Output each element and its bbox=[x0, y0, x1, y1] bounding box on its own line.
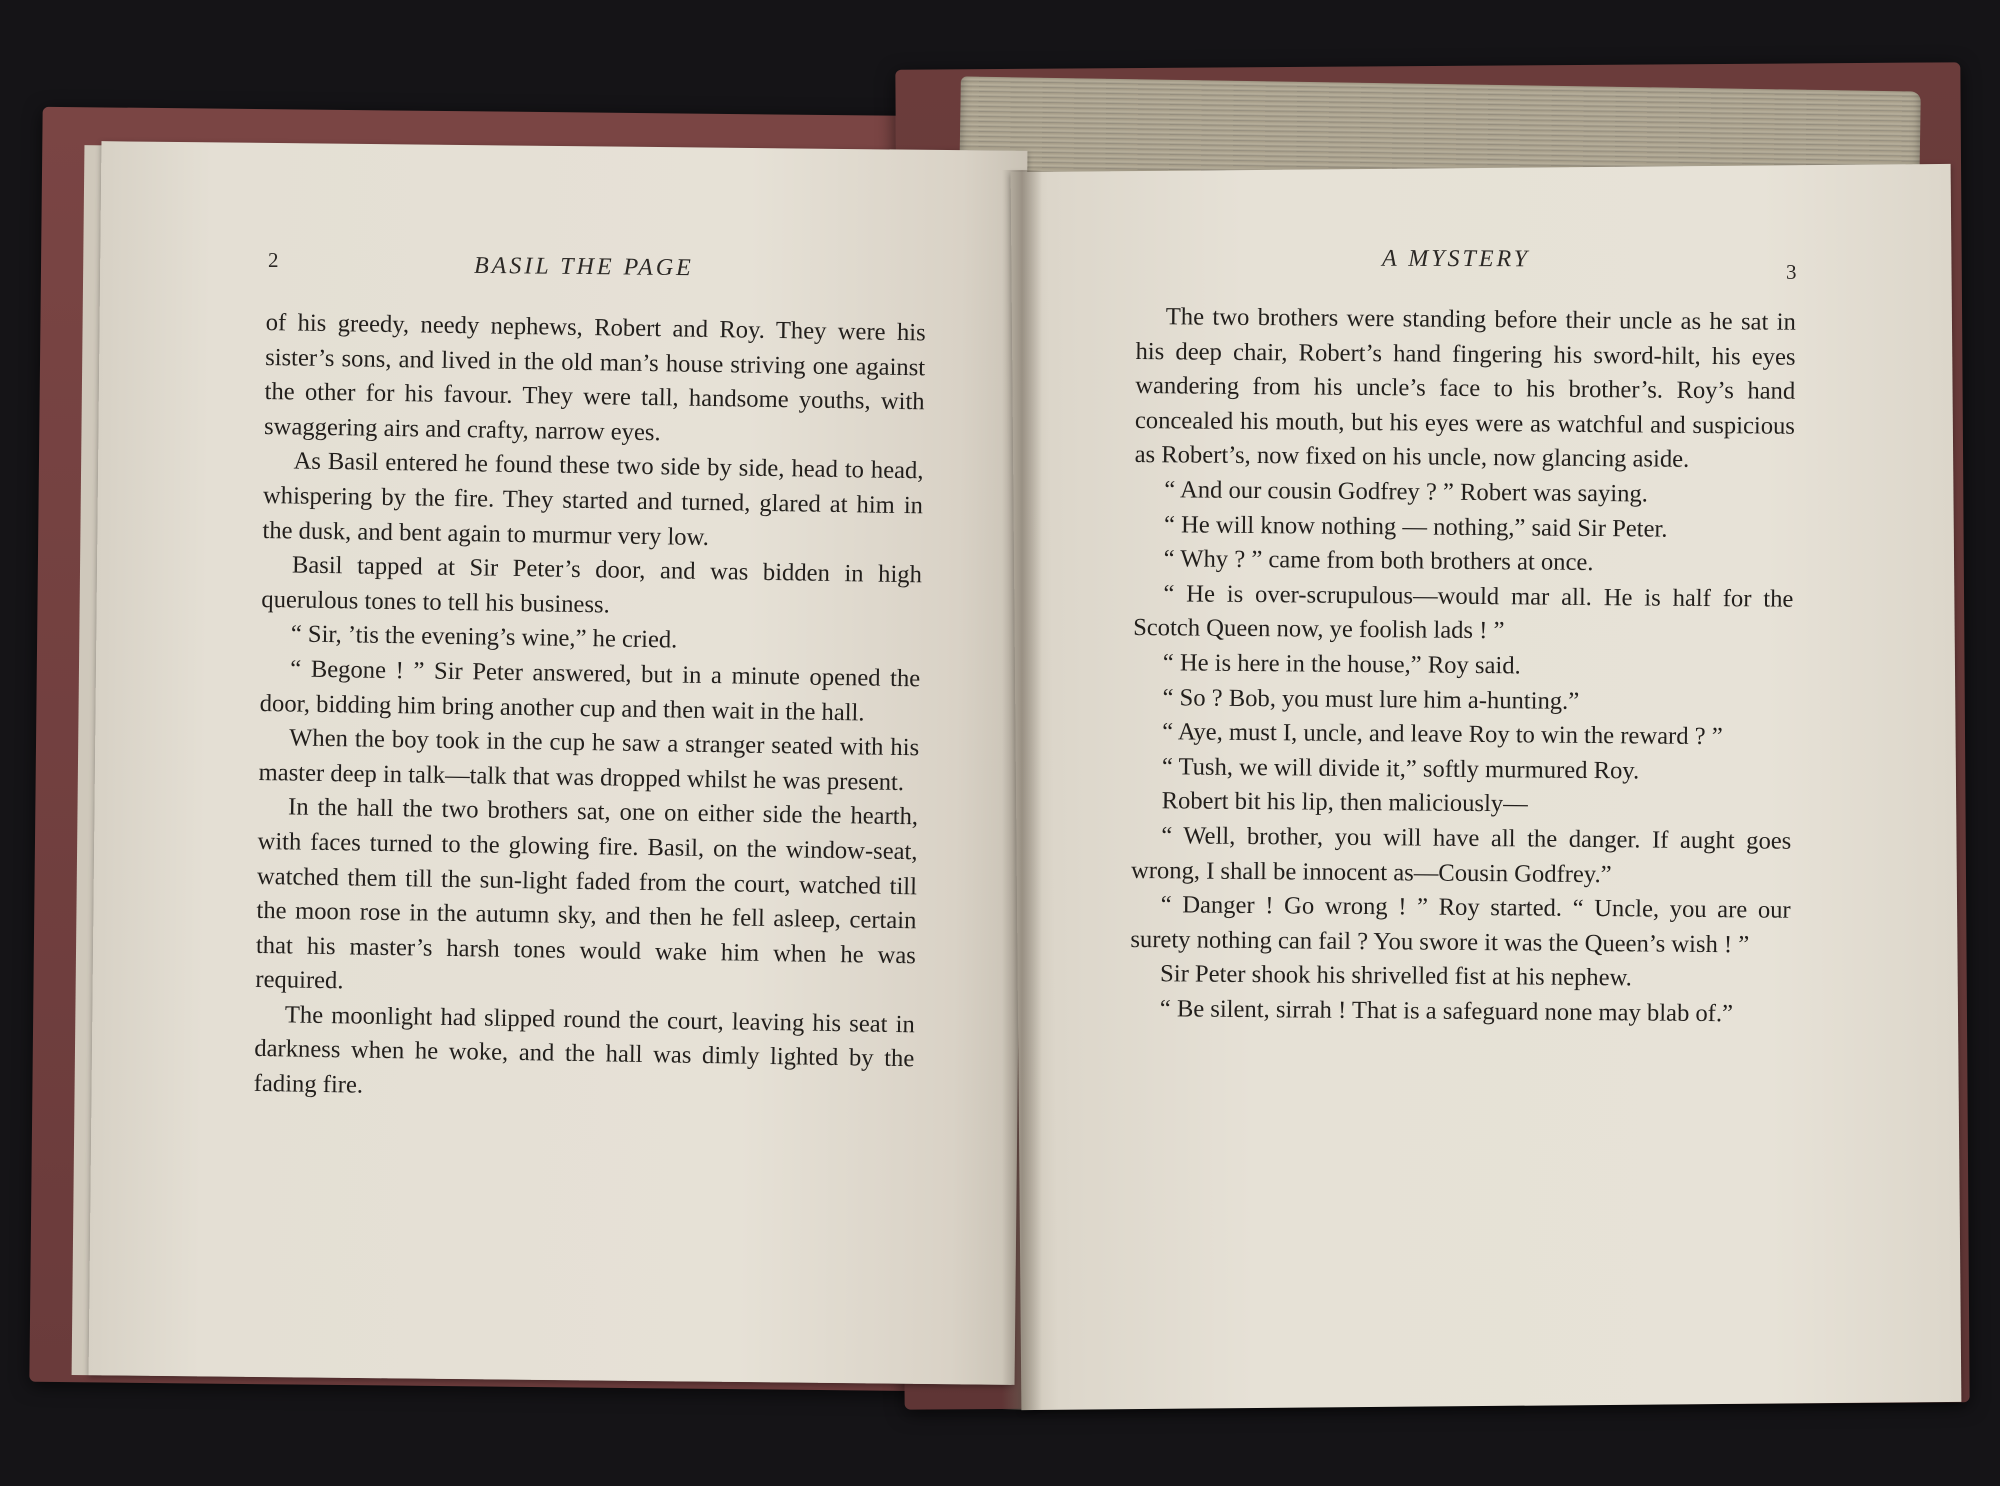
paragraph: “ He is over-scrupulous—would mar all. He is half for the Scotch Queen now, ye foolish lads ! ” bbox=[1133, 580, 1794, 645]
gutter-shadow bbox=[1002, 170, 1042, 1410]
paragraph: As Basil entered he found these two side by side, head to head, whispering by the fire. They started and turned, glared at him in the dusk, and bent again to murmur very low. bbox=[262, 447, 924, 551]
paragraph: “ Danger ! Go wrong ! ” Roy started. “ Uncle, you are our surety nothing can fail ? You swore it was the Queen’s wish ! ” bbox=[1130, 891, 1791, 959]
paragraph: “ He is here in the house,” Roy said. bbox=[1162, 649, 1521, 680]
paragraph: “ Well, brother, you will have all the danger. If aught goes wrong, I shall be innocent as—Cousin Godfrey.” bbox=[1130, 822, 1792, 888]
paragraph: “ And our cousin Godfrey ? ” Robert was saying. bbox=[1164, 476, 1649, 508]
right-running-head: A MYSTERY bbox=[1381, 245, 1531, 273]
left-page-number: 2 bbox=[268, 248, 279, 272]
paragraph: The moonlight had slipped round the court, leaving his seat in darkness when he woke, and the hall was dimly lighted by the fading fire. bbox=[253, 1001, 916, 1099]
paragraph: “ Tush, we will divide it,” softly murmured Roy. bbox=[1161, 752, 1640, 785]
paragraph: “ He will know nothing — nothing,” said Sir Peter. bbox=[1163, 510, 1668, 543]
paragraph: “ Why ? ” came from both brothers at once. bbox=[1163, 545, 1594, 577]
paragraph: “ Be silent, sirrah ! That is a safeguard none may blab of.” bbox=[1159, 995, 1734, 1028]
paragraph: “ So ? Bob, you must lure him a-hunting.” bbox=[1162, 683, 1580, 715]
right-page-number: 3 bbox=[1786, 260, 1797, 284]
left-page-text bbox=[254, 306, 926, 1112]
paragraph: “ Sir, ’tis the evening’s wine,” he cried. bbox=[290, 620, 678, 654]
paragraph: Basil tapped at Sir Peter’s door, and was bidden in high querulous tones to tell his business. bbox=[261, 551, 923, 619]
paragraph: In the hall the two brothers sat, one on either side the hearth, with faces turned to the glowing fire. Basil, on the window-seat, watched them till the sun-light faded from the court, watched till the moon rose in the autumn sky, and then he fell asleep, certain that his master’s harsh tones would wake him when he was required. bbox=[255, 793, 919, 995]
paragraph: “ Aye, must I, uncle, and leave Roy to win the reward ? ” bbox=[1162, 718, 1723, 751]
paragraph: “ Begone ! ” Sir Peter answered, but in a minute opened the door, bidding him bring another cup and then wait in the hall. bbox=[259, 655, 921, 726]
paragraph: Sir Peter shook his shrivelled fist at his nephew. bbox=[1160, 960, 1633, 992]
paragraph: The two brothers were standing before their uncle as he sat in his deep chair, Robert’s hand fingering his sword-hilt, his eyes wandering from his uncle’s face to his brother’s. Roy’s hand concealed his mouth, but his eyes were as watchful and suspicious as Robert’s, now fixed on his uncle, now glancing aside. bbox=[1134, 303, 1796, 474]
paragraph: When the boy took in the cup he saw a stranger seated with his master deep in talk—talk that was dropped whilst he was present. bbox=[258, 724, 920, 796]
left-running-head: BASIL THE PAGE bbox=[473, 252, 694, 282]
right-page-text bbox=[1130, 300, 1796, 1032]
paragraph: Robert bit his lip, then maliciously— bbox=[1161, 787, 1528, 818]
paragraph: of his greedy, needy nephews, Robert and Roy. They were his sister’s sons, and lived in the old man’s house striving one against the other for his favour. They were tall, handsome youths, with swaggering airs and crafty, narrow eyes. bbox=[263, 308, 926, 446]
